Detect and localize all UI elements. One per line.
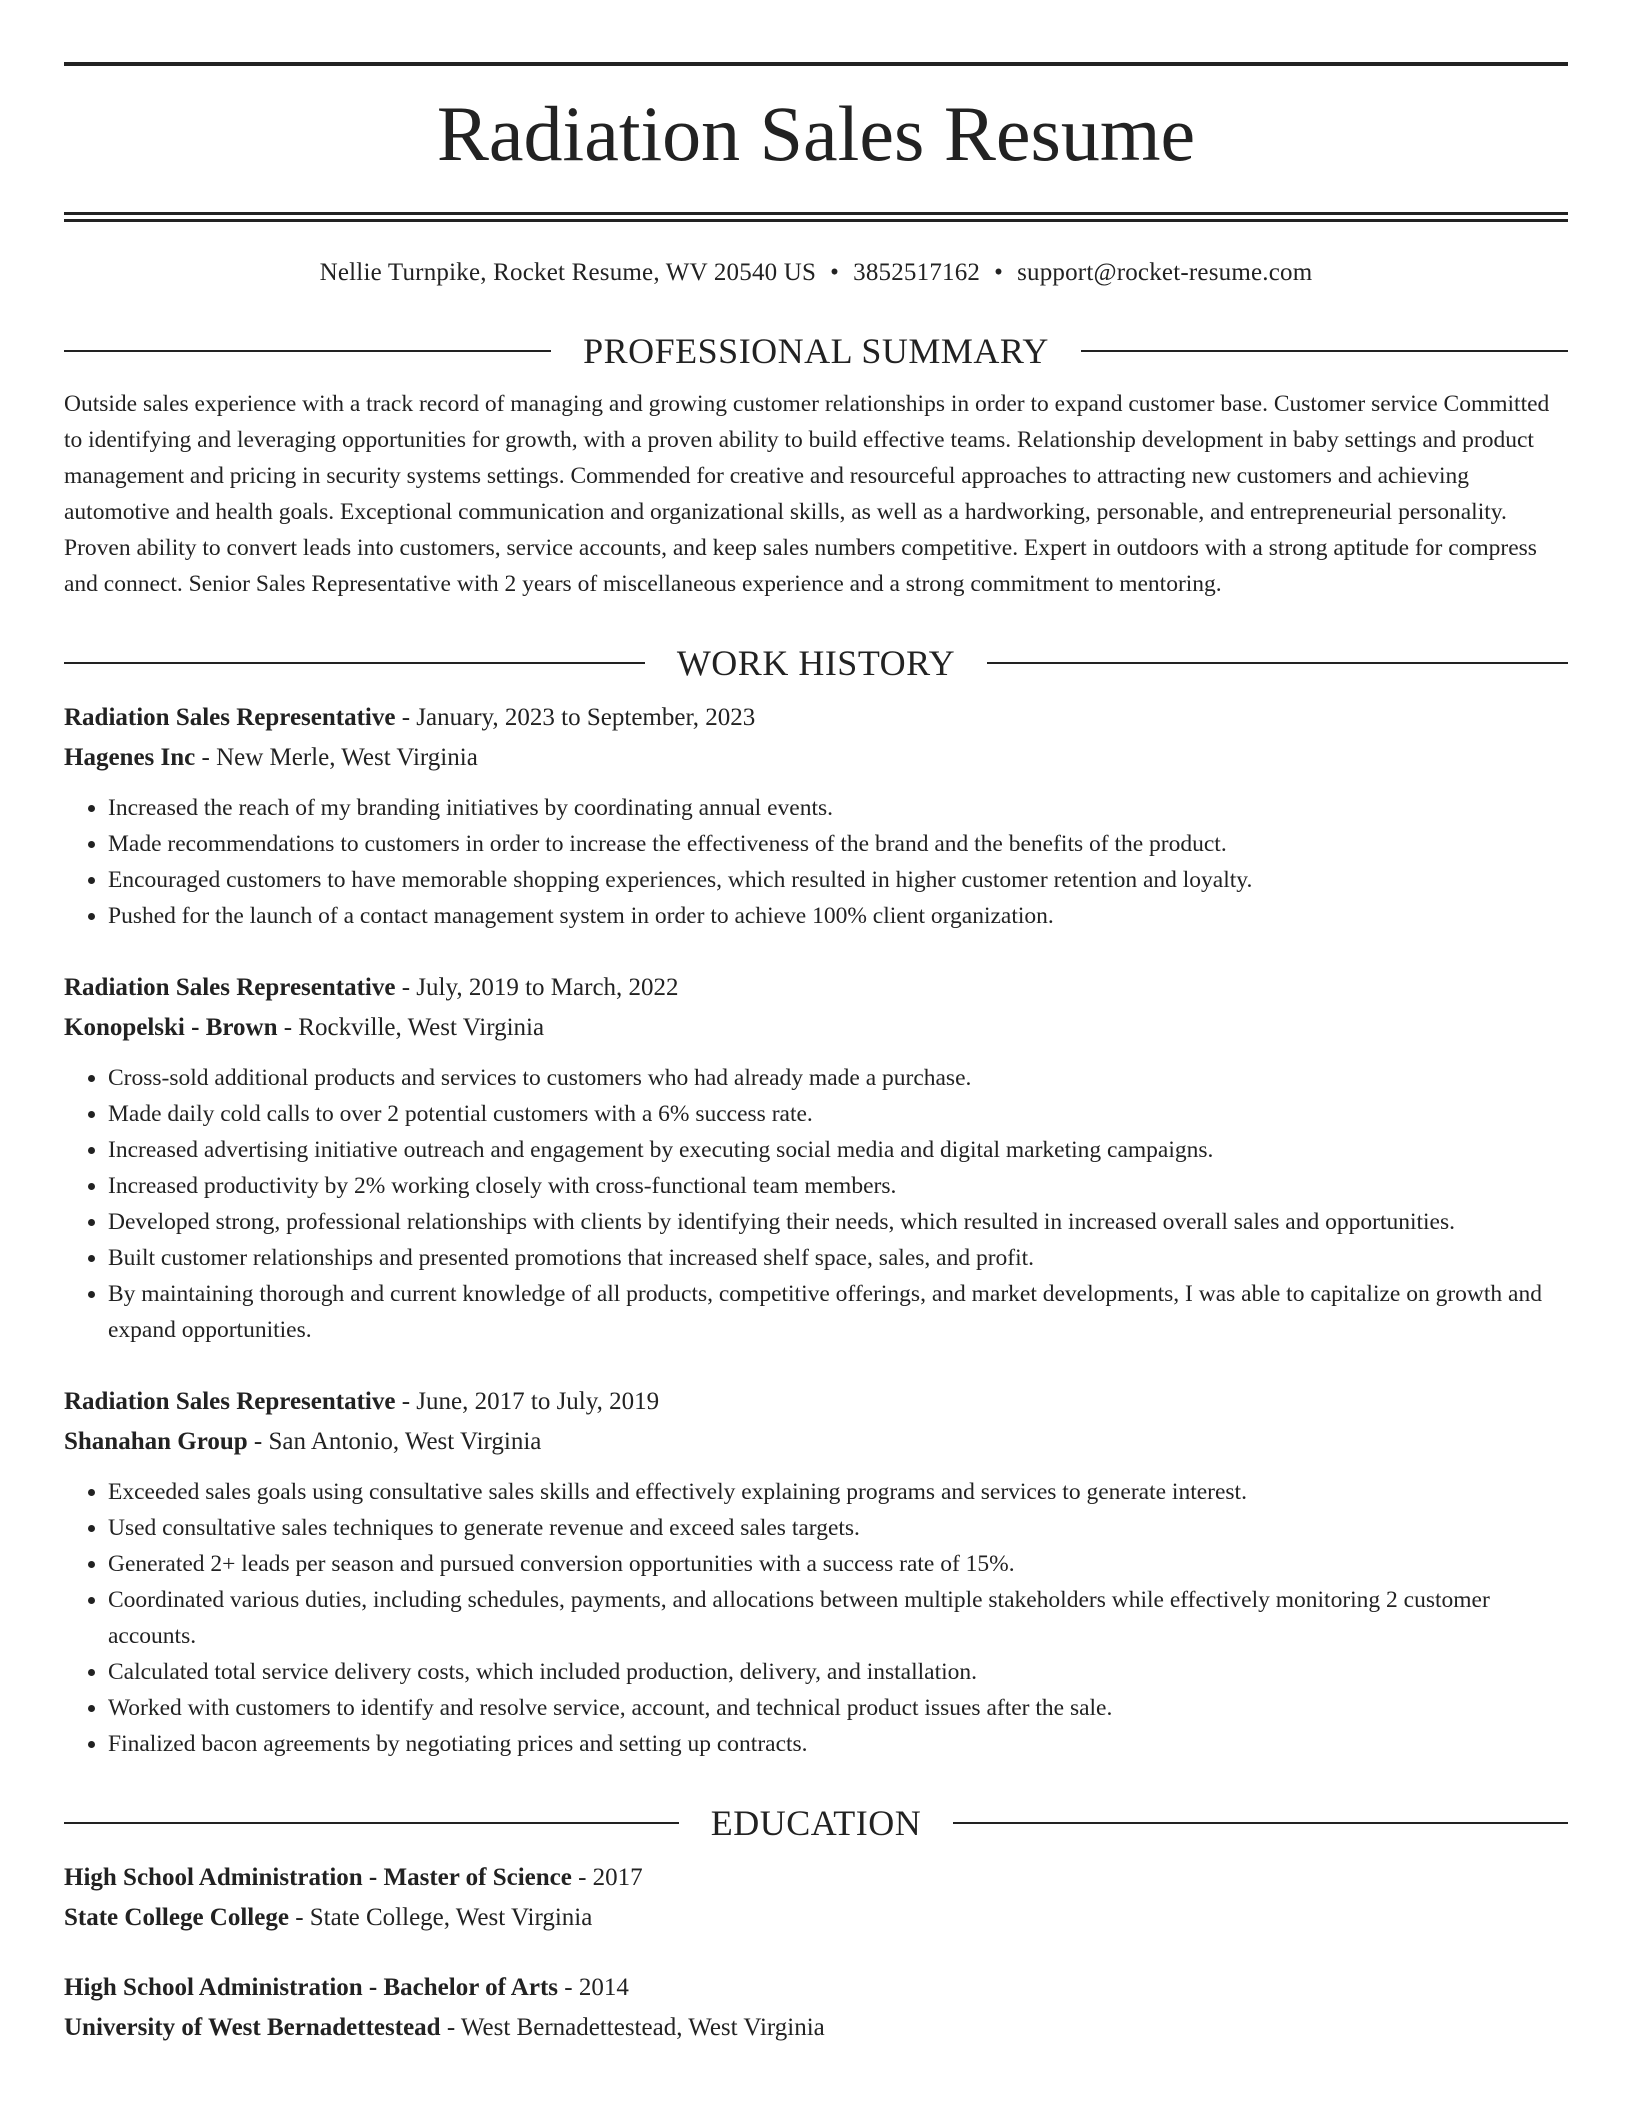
- contact-email: support@rocket-resume.com: [1017, 259, 1313, 286]
- job-bullets: [64, 1060, 1568, 1348]
- job-bullet: • Cross-sold additional products and services to customers who had already made a purchase.: [108, 1060, 1568, 1096]
- job-title-line: [64, 968, 1568, 1008]
- edu-year: - 2014: [558, 1974, 629, 2001]
- job-bullet: • Increased advertising initiative outreach and engagement by executing social media and digital marketing campaigns.: [108, 1132, 1568, 1168]
- edu-school-line: [64, 1898, 1568, 1938]
- contact-separator: •: [994, 259, 1004, 286]
- section-rule-right: [987, 662, 1568, 664]
- job-title-line: [64, 698, 1568, 738]
- job-bullets: [64, 790, 1568, 934]
- job-bullet: • Finalized bacon agreements by negotiating prices and setting up contracts.: [108, 1726, 1568, 1762]
- title-double-rule: [64, 212, 1568, 222]
- contact-phone: 3852517162: [853, 259, 981, 286]
- summary-section-title: PROFESSIONAL SUMMARY: [583, 331, 1049, 371]
- edu-school-line: [64, 2008, 1568, 2048]
- section-rule-left: [64, 1822, 679, 1824]
- edu-degree: High School Administration - Bachelor of Arts: [64, 1974, 559, 2001]
- job-company-line: [64, 738, 1568, 778]
- edu-school: University of West Bernadettestead: [64, 2014, 441, 2041]
- education-entry-2: [64, 1968, 1568, 2048]
- job-bullet: • Coordinated various duties, including schedules, payments, and allocations between multiple stakeholders while effectively monitoring 2 customer accounts.: [108, 1582, 1568, 1654]
- section-rule-right: [1081, 350, 1568, 352]
- job-bullet: • Encouraged customers to have memorable shopping experiences, which resulted in higher customer retention and loyalty.: [108, 862, 1568, 898]
- edu-degree-line: [64, 1968, 1568, 2008]
- job-company-line: [64, 1008, 1568, 1048]
- job-entry-3: [64, 1382, 1568, 1762]
- education-section-header: [64, 1802, 1568, 1844]
- job-company: Hagenes Inc: [64, 744, 196, 771]
- job-bullet: • Increased the reach of my branding initiatives by coordinating annual events.: [108, 790, 1568, 826]
- page-title: Radiation Sales Resume: [436, 90, 1196, 177]
- job-company-line: [64, 1422, 1568, 1462]
- edu-degree-line: [64, 1858, 1568, 1898]
- education-section-title: EDUCATION: [710, 1803, 922, 1843]
- job-bullet: • Exceeded sales goals using consultative sales skills and effectively explaining programs and services to generate interest.: [108, 1474, 1568, 1510]
- job-dates: - July, 2019 to March, 2022: [395, 974, 679, 1001]
- job-bullet: • Worked with customers to identify and resolve service, account, and technical product issues after the sale.: [108, 1690, 1568, 1726]
- job-title-line: [64, 1382, 1568, 1422]
- section-rule-left: [64, 662, 645, 664]
- job-location: - Rockville, West Virginia: [277, 1014, 545, 1041]
- education-entry-1: [64, 1858, 1568, 1938]
- summary-section-header: [64, 330, 1568, 372]
- job-location: - New Merle, West Virginia: [195, 744, 478, 771]
- job-bullet: • Made daily cold calls to over 2 potential customers with a 6% success rate.: [108, 1096, 1568, 1132]
- job-entry-2: [64, 968, 1568, 1348]
- job-bullet: • By maintaining thorough and current knowledge of all products, competitive offerings, and market developments, I was able to capitalize on growth and expand opportunities.: [108, 1276, 1568, 1348]
- summary-text: Outside sales experience with a track record of managing and growing customer relationships in order to expand customer base. Customer service Committed to identifying and leveraging opportunities for growth, with a proven ability to build effective teams. Relationship development in baby settings and product management and pricing in security systems settings. Commended for creative and resourceful approaches to attracting new customers and achieving automotive and health goals. Exceptional communication and organizational skills, as well as a hardworking, personable, and entrepreneurial personality. Proven ability to convert leads into customers, service accounts, and keep sales numbers competitive. Expert in outdoors with a strong aptitude for compress and connect. Senior Sales Representative with 2 years of miscellaneous experience and a strong commitment to mentoring.: [64, 391, 1550, 597]
- job-bullet: • Used consultative sales techniques to generate revenue and exceed sales targets.: [108, 1510, 1568, 1546]
- contact-separator: •: [830, 259, 840, 286]
- job-bullets: [64, 1474, 1568, 1762]
- job-company: Konopelski - Brown: [64, 1014, 278, 1041]
- section-rule-right: [953, 1822, 1568, 1824]
- job-dates: - June, 2017 to July, 2019: [395, 1388, 660, 1415]
- job-bullet: • Increased productivity by 2% working closely with cross-functional team members.: [108, 1168, 1568, 1204]
- job-title: Radiation Sales Representative: [64, 704, 396, 731]
- edu-degree: High School Administration - Master of Science: [64, 1864, 572, 1891]
- work-section-header: [64, 642, 1568, 684]
- job-company: Shanahan Group: [64, 1428, 248, 1455]
- job-bullet: • Made recommendations to customers in order to increase the effectiveness of the brand and the benefits of the product.: [108, 826, 1568, 862]
- work-section-title: WORK HISTORY: [676, 643, 956, 683]
- edu-school: State College College: [64, 1904, 289, 1931]
- job-dates: - January, 2023 to September, 2023: [395, 704, 756, 731]
- top-rule: [64, 62, 1568, 66]
- job-title: Radiation Sales Representative: [64, 974, 396, 1001]
- edu-location: - State College, West Virginia: [288, 1904, 593, 1931]
- contact-address: Nellie Turnpike, Rocket Resume, WV 20540 US: [319, 259, 817, 286]
- job-bullet: • Calculated total service delivery costs, which included production, delivery, and installation.: [108, 1654, 1568, 1690]
- resume-content: [64, 62, 1568, 2048]
- job-location: - San Antonio, West Virginia: [247, 1428, 542, 1455]
- job-entry-1: [64, 698, 1568, 934]
- job-bullet: • Generated 2+ leads per season and pursued conversion opportunities with a success rate of 15%.: [108, 1546, 1568, 1582]
- job-bullet: • Built customer relationships and presented promotions that increased shelf space, sales, and profit.: [108, 1240, 1568, 1276]
- contact-line: [64, 256, 1568, 290]
- job-title: Radiation Sales Representative: [64, 1388, 396, 1415]
- section-rule-left: [64, 350, 551, 352]
- job-bullet: • Pushed for the launch of a contact management system in order to achieve 100% client organization.: [108, 898, 1568, 934]
- job-bullet: • Developed strong, professional relationships with clients by identifying their needs, which resulted in increased overall sales and opportunities.: [108, 1204, 1568, 1240]
- edu-year: - 2017: [571, 1864, 643, 1891]
- edu-location: - West Bernadettestead, West Virginia: [440, 2014, 825, 2041]
